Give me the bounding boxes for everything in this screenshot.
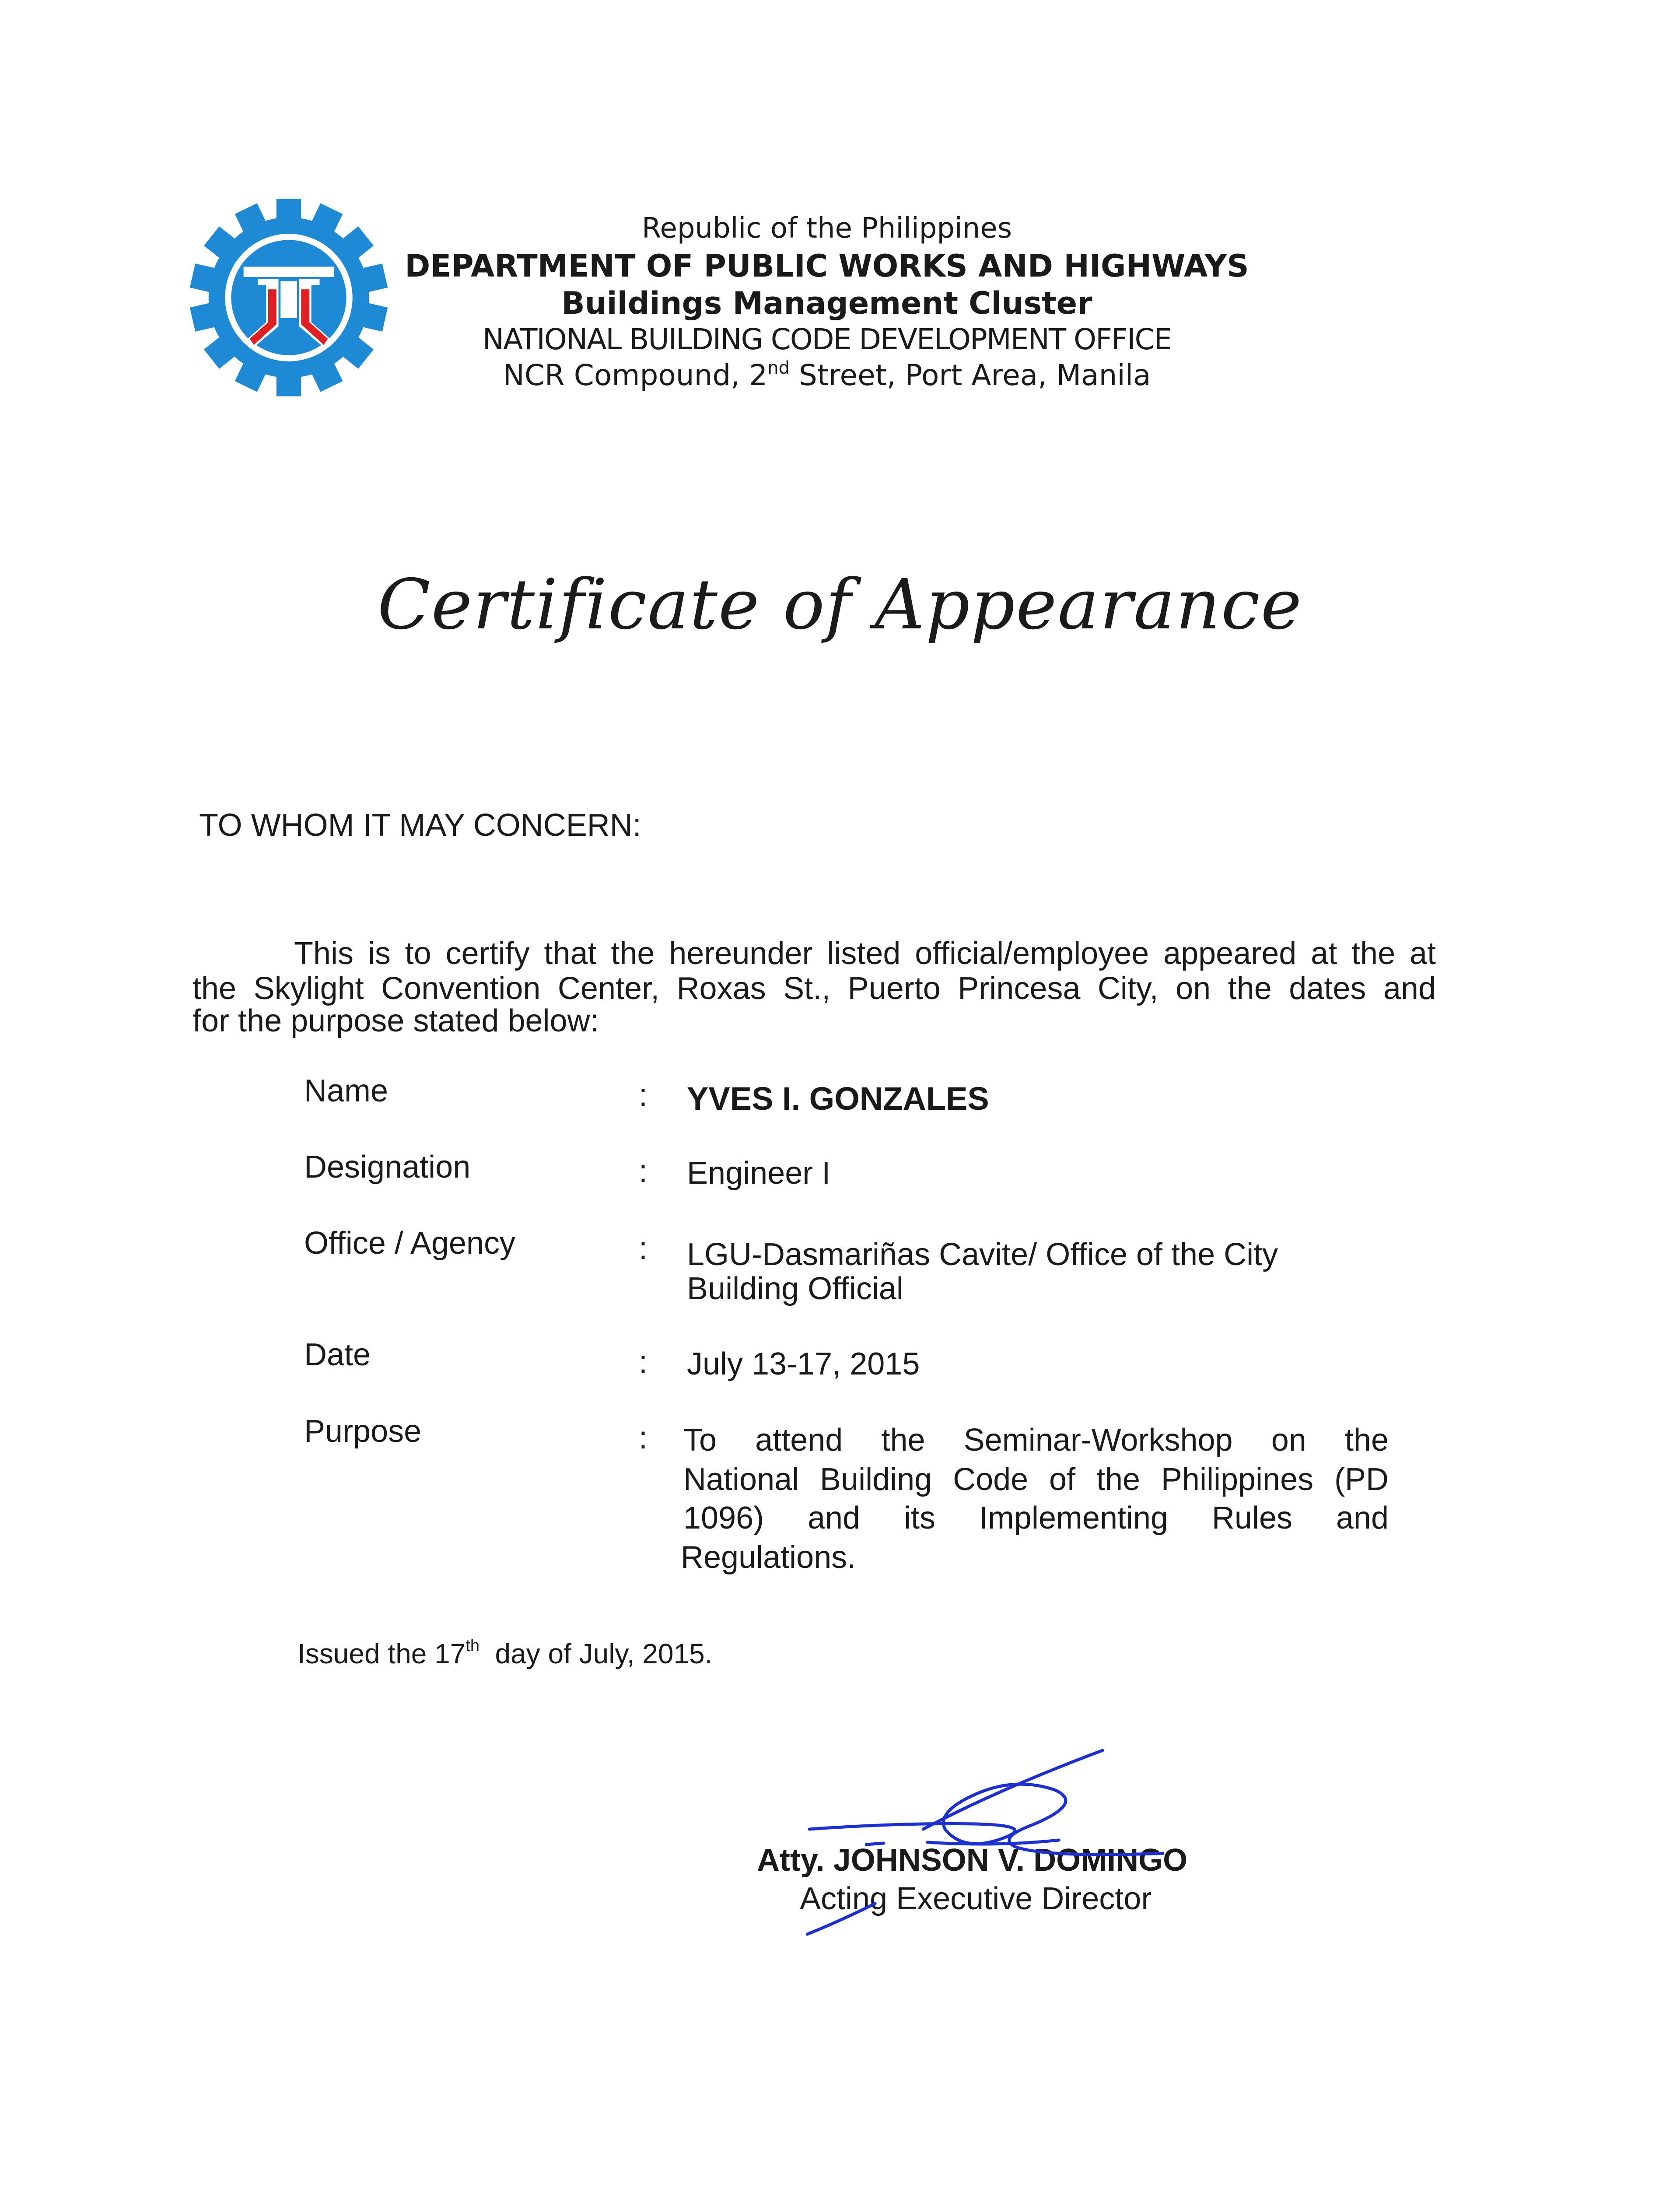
letterhead-office: NATIONAL BUILDING CODE DEVELOPMENT OFFICE xyxy=(482,323,1172,356)
designation-label: Designation xyxy=(304,1150,471,1185)
letterhead-cluster: Buildings Management Cluster xyxy=(561,285,1092,321)
purpose-line-2: National Building Code of the Philippines (PD xyxy=(683,1462,1389,1497)
issued-part-2: day of July, 2015. xyxy=(479,1638,713,1669)
handwritten-signature-icon xyxy=(770,1746,1164,1943)
signatory-name: Atty. JOHNSON V. DOMINGO xyxy=(757,1843,1188,1878)
purpose-colon: : xyxy=(639,1420,648,1455)
signatory-title: Acting Executive Director xyxy=(800,1881,1152,1916)
paragraph-line-2: the Skylight Convention Center, Roxas St., Puerto Princesa City, on the dates and xyxy=(192,971,1436,1006)
office-value-line-1: LGU-Dasmariñas Cavite/ Office of the City xyxy=(687,1237,1278,1272)
date-value: July 13-17, 2015 xyxy=(687,1346,920,1382)
office-colon: : xyxy=(639,1231,648,1266)
address-ordinal: nd xyxy=(767,358,790,378)
date-colon: : xyxy=(639,1345,648,1380)
office-label: Office / Agency xyxy=(304,1226,515,1261)
name-colon: : xyxy=(639,1078,648,1113)
office-value-line-2: Building Official xyxy=(687,1271,903,1306)
name-value: YVES I. GONZALES xyxy=(687,1080,989,1117)
designation-value: Engineer I xyxy=(687,1156,831,1191)
purpose-line-4: Regulations. xyxy=(681,1540,856,1575)
letterhead-department: DEPARTMENT OF PUBLIC WORKS AND HIGHWAYS xyxy=(405,248,1249,284)
paragraph-line-3: for the purpose stated below: xyxy=(192,1003,599,1038)
designation-colon: : xyxy=(639,1154,648,1189)
issued-part-1: Issued the 17 xyxy=(298,1638,466,1669)
salutation: TO WHOM IT MAY CONCERN: xyxy=(199,808,641,843)
letterhead-address xyxy=(245,358,1409,392)
name-label: Name xyxy=(304,1073,388,1108)
certificate-title: Certificate of Appearance xyxy=(377,565,1303,645)
address-part-2: Street, Port Area, Manila xyxy=(790,358,1151,392)
purpose-line-3: 1096) and its Implementing Rules and xyxy=(683,1501,1389,1536)
issued-date xyxy=(298,1637,712,1670)
date-label: Date xyxy=(304,1337,371,1372)
issued-ordinal: th xyxy=(466,1637,480,1655)
address-part-1: NCR Compound, 2 xyxy=(503,358,768,392)
letterhead-republic: Republic of the Philippines xyxy=(641,212,1012,245)
purpose-line-1: To attend the Seminar-Workshop on the xyxy=(683,1423,1389,1458)
purpose-label: Purpose xyxy=(304,1414,422,1449)
paragraph-line-1: This is to certify that the hereunder listed official/employee appeared at the at xyxy=(294,936,1436,971)
